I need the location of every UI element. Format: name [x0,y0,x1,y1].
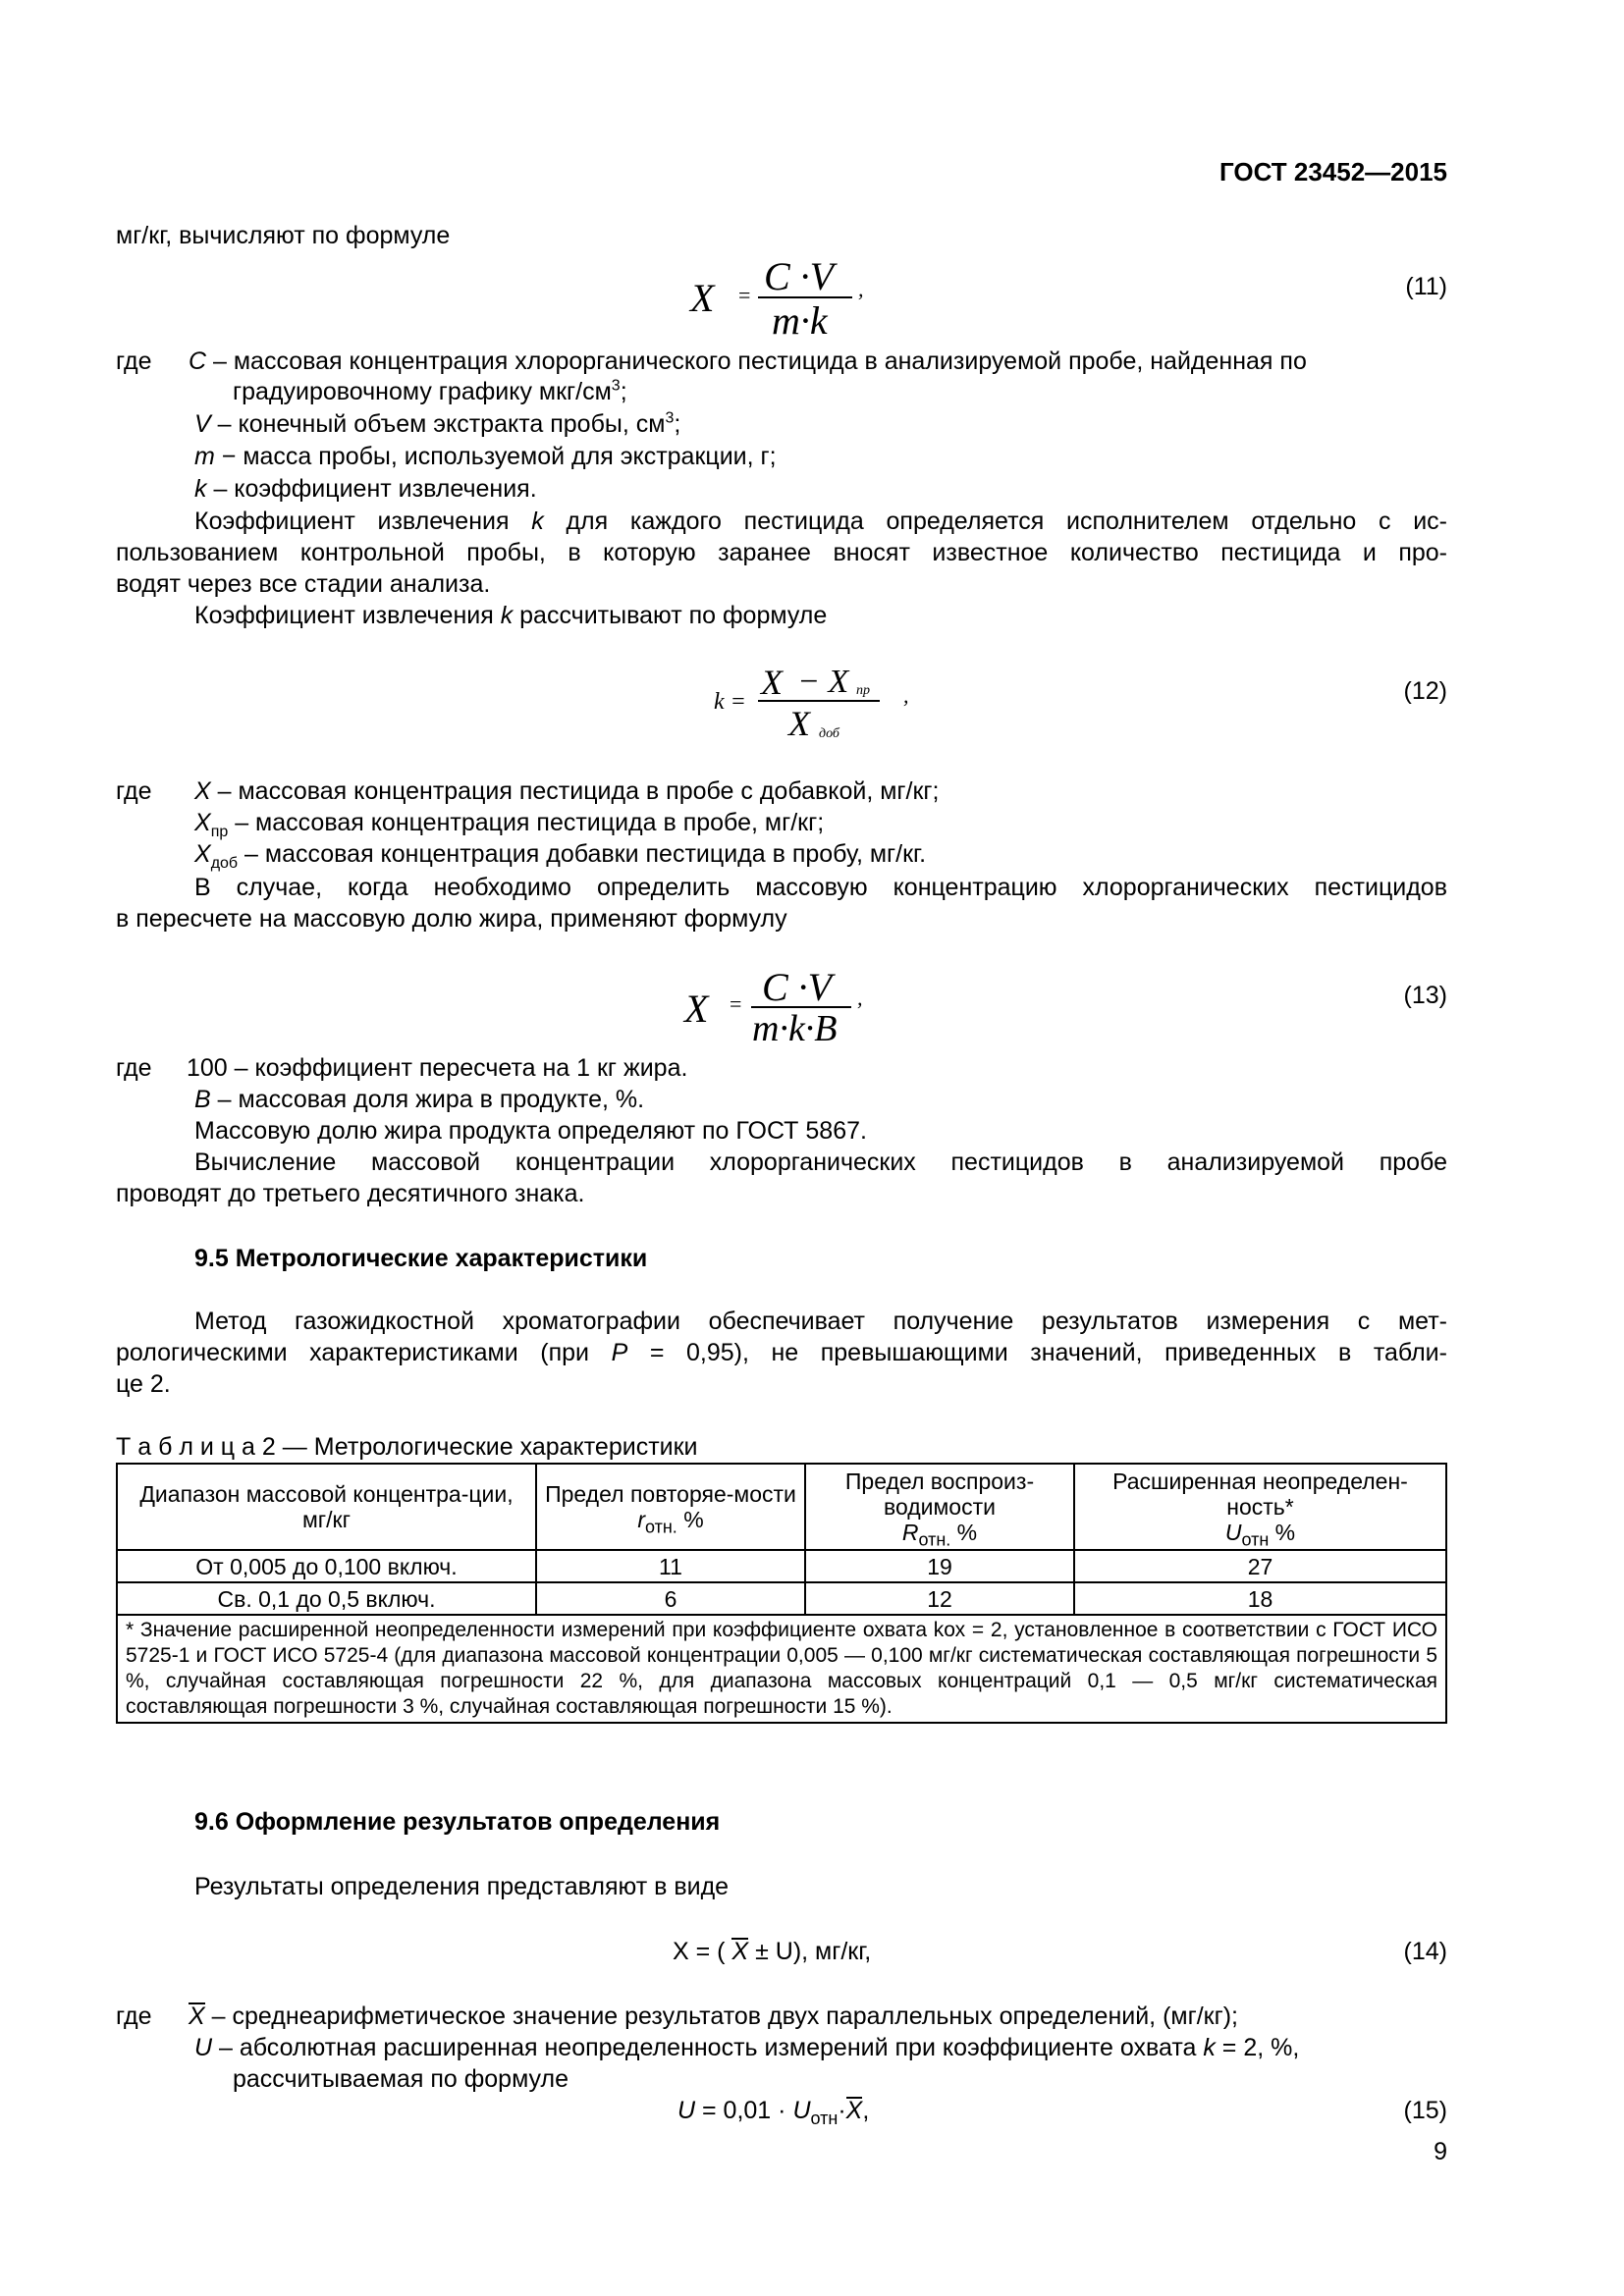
section-9-6-title: 9.6 Оформление результатов определения [194,1808,721,1836]
formula-12-number: (12) [1403,677,1447,705]
where-b: B – массовая доля жира в продукте, %. [194,1086,645,1113]
formula-14-xbar: X [731,1938,749,1965]
para-k-line3: водят через все стадии анализа. [116,570,491,598]
para-calc-line1: Вычисление массовой концентрации хлорорганических пестицидов в анализируемой пробе [194,1148,1447,1176]
formula-14: X = ( X ± U), мг/кг, [673,1938,872,1965]
para-96: Результаты определения представляют в виде [194,1873,730,1900]
para-fat-line2: в пересчете на массовую долю жира, применяют формулу [116,905,787,933]
where-u-cont: рассчитываемая по формуле [233,2065,568,2093]
para-fat-line1: В случае, когда необходимо определить массовую концентрацию хлорорганических пестицидов [194,874,1447,901]
para-k-line1: Коэффициент извлечения k для каждого пестицида определяется исполнителем отдельно с ис- [194,507,1447,535]
para-95-line1: Метод газожидкостной хроматографии обеспечивает получение результатов измерения с мет- [194,1308,1447,1335]
where-c: C – массовая концентрация хлорорганического пестицида в анализируемой пробе, найденная по [189,347,1307,375]
table-header-row [117,1464,1446,1550]
where-x: X – массовая концентрация пестицида в пробе с добавкой, мг/кг; [194,777,940,805]
section-9-5-title: 9.5 Метрологические характеристики [194,1245,648,1272]
formula-15: $U = 0,01 \cdot U_{отн}\cdot X$, [677,2097,870,2128]
where-label-4: где [116,2002,152,2030]
document-page: ГОСТ 23452—2015 мг/кг, вычисляют по формуле X = C ·V m·k , (11) где C – массовая концентрация хлорорганического пестицида в анализируемой пробе, найденная по градуировочному графику мкг/$см^3$; V – конечный объем экстракта пробы, $см^3$; m − масса пробы, используемой для экстракции, г; k – коэффициент извлечения. Коэффициент извлечения k для каждого пестицида определяется исполнителем отдельно с ис- пользованием контрольной пробы, в которую заранее вносят известное количество пестицида и про- водят через все стадии анализа. Коэффициент извлечения k рассчитывают по формуле k = X − X пр X доб , (12) где X – массовая концентрация пестицида в пробе с добавкой, мг/кг; $X_{пр}$ – массовая концентрация пестицида в пробе, мг/кг; $X_{доб}$ – массовая концентрация добавки пестицида в пробу, мг/кг. В случае, когда необходимо определить массовую концентрацию хлорорганических пестицидов в пересчете на массовую долю жира, применяют формулу X = C ·V m·k·B , (13) где 100 – коэффициент пересчета на 1 кг жира. B – массовая доля жира в продукте, %. Массовую долю жира продукта определяют по ГОСТ 5867. Вычисление массовой концентрации хлорорганических пестицидов в анализируемой пробе проводят до третьего десятичного знака. 9.5 Метрологические характеристики Метод газожидкостной хроматографии обеспечивает получение результатов измерения с мет- рологическими характеристиками (при P = 0,95), не превышающими значений, приведенных в табли- це 2. Т а б л и ц а 2 — Метрологические характеристики Диапазон массовой концентра-ции, мг/кг Предел повторяе-мости $r_{отн.}$ % Предел воспроиз-водимости $R_{отн.}$ % Расширенная неопределен-ность* $U_{отн}$ % От 0,005 до 0,100 включ. 11 19 27 Св. 0,1 до 0,5 включ. 6 12 18 * Значение расширенной неопределенности измерений при коэффициенте охвата kох = 2, установленное в соответствии с ГОСТ ИСО 5725-1 и ГОСТ ИСО 5725-4 (для диапазона массовой концентрации 0,005 — 0,100 мг/кг систематическая составляющая погрешности 5 %, случайная составляющая погрешности 22 %, для диапазона массовых концентраций 0,1 — 0,5 мг/кг систематическая составляющая погрешности 3 %, случайная составляющая погрешности 15 %). 9.6 Оформление результатов определения Результаты определения представляют в виде X = ( X ± U), мг/кг, (14) где X – среднеарифметическое значение результатов двух параллельных определений, (мг/кг); U – абсолютная расширенная неопределенность измерений при коэффициенте охвата k = 2, %, рассчитываемая по формуле $U = 0,01 \cdot U_{отн}\cdot X$, (15) 9 [116,157,1447,2165]
header-reproducibility: Предел воспроиз-водимости $R_{отн.}$ % [805,1464,1074,1550]
where-xbar: X – среднеарифметическое значение результатов двух параллельных определений, (мг/кг); [189,2002,1238,2030]
header-repeatability: Предел повторяе-мости $r_{отн.}$ % [536,1464,805,1550]
where-m: m − масса пробы, используемой для экстракции, г; [194,443,777,470]
where-v: V – конечный объем экстракта пробы, $см^3$; [194,409,681,438]
para-95-line2: рологическими характеристиками (при P = 0,95), не превышающими значений, приведенных в табли- [116,1339,1447,1366]
where-k: k – коэффициент извлечения. [194,475,537,503]
formula-15-number: (15) [1403,2097,1447,2124]
where-label-1: где [116,347,152,375]
formula-13-number: (13) [1403,982,1447,1009]
formula-11-denominator: m·k [772,298,828,343]
where-u: U – абсолютная расширенная неопределенность измерений при коэффициенте охвата k = 2, %, [194,2034,1300,2061]
table-row: Св. 0,1 до 0,5 включ. 6 12 18 [117,1582,1446,1615]
para-k-line2: пользованием контрольной пробы, в которую заранее вносят известное количество пестицида и про- [116,539,1447,566]
table-caption: Т а б л и ц а 2 — Метрологические характеристики [116,1433,698,1461]
where-xdob: $X_{доб}$ – массовая концентрация добавки пестицида в пробу, мг/кг. [194,840,927,872]
formula-11-eq: = [738,283,751,307]
header-range: Диапазон массовой концентра-ции, мг/кг [117,1464,536,1550]
formula-14-number: (14) [1403,1938,1447,1965]
table-note: * Значение расширенной неопределенности измерений при коэффициенте охвата kох = 2, установленное в соответствии с ГОСТ ИСО 5725-1 и ГОСТ ИСО 5725-4 (для диапазона массовой концентрации 0,005 — 0,100 мг/кг систематическая составляющая погрешности 5 %, случайная составляющая погрешности 22 %, для диапазона массовых концентраций 0,1 — 0,5 мг/кг систематическая составляющая погрешности 3 %, случайная составляющая погрешности 15 %). [117,1615,1446,1723]
formula-11-lhs: X [690,276,715,320]
table-note-row [117,1615,1446,1723]
where-xpr: $X_{пр}$ – массовая концентрация пестицида в пробе, мг/кг; [194,809,825,840]
standard-header: ГОСТ 23452—2015 [1219,157,1447,187]
intro-line: мг/кг, вычисляют по формуле [116,222,451,249]
where-label-3: где [116,1054,152,1082]
table-row: От 0,005 до 0,100 включ. 11 19 27 [117,1550,1446,1582]
where-label-2: где [116,777,152,805]
para-calc-line2: проводят до третьего десятичного знака. [116,1180,585,1207]
formula-11-numerator: C ·V [764,254,835,298]
formula-12-lhs: k = [714,689,746,715]
formula-11-number: (11) [1405,273,1447,300]
header-uncertainty: Расширенная неопределен-ность* $U_{отн}$ % [1074,1464,1446,1550]
where-c-cont: градуировочному графику мкг/$см^3$; [233,377,627,405]
para-k-line4: Коэффициент извлечения k рассчитывают по формуле [194,602,828,629]
page-number: 9 [1434,2138,1447,2165]
where-100: 100 – коэффициент пересчета на 1 кг жира. [187,1054,688,1082]
metrology-table [116,1463,1447,1724]
para-95-line3: це 2. [116,1370,171,1398]
para-fat-gost: Массовую долю жира продукта определяют по ГОСТ 5867. [194,1117,867,1145]
